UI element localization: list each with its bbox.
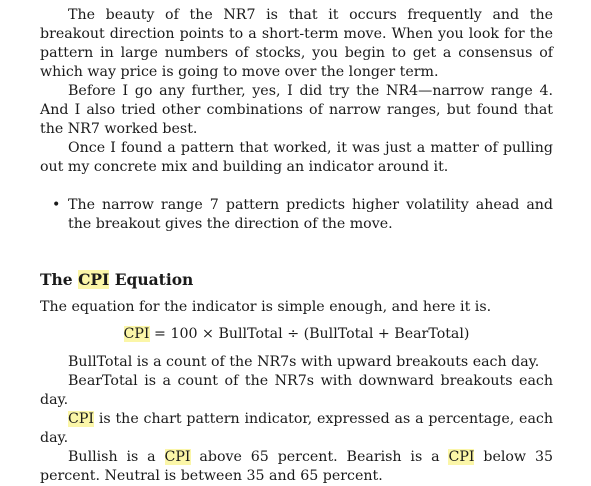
document-page — [40, 6, 553, 486]
paragraph-nr7-beauty: The beauty of the NR7 is that it occurs frequently and the breakout direction points to a short-term move. When you look for the pattern in large numbers of stocks, you begin to get a consensus of which way price is going to move over the longer term. — [40, 7, 553, 80]
equation-cpi-highlight: CPI — [123, 326, 150, 342]
heading-prefix: The — [40, 270, 79, 289]
definition-cpi-highlight: CPI — [68, 411, 95, 427]
definition-cpi — [40, 410, 553, 448]
bullet-point — [40, 196, 553, 234]
thresholds-text-c: below 35 percent. Neutral is between 35 and 65 percent. — [40, 449, 553, 484]
paragraph-nr4-tried: Before I go any further, yes, I did try the NR4—narrow range 4. And I also tried other combinations of narrow ranges, but found that the NR7 worked best. — [40, 83, 553, 137]
definition-bulltotal: BullTotal is a count of the NR7s with upward breakouts each day. — [68, 354, 540, 370]
equation-intro: The equation for the indicator is simple enough, and here it is. — [40, 299, 492, 315]
definition-thresholds — [40, 448, 553, 486]
thresholds-cpi-highlight-2: CPI — [448, 449, 475, 465]
definition-cpi-text: is the chart pattern indicator, expressed as a percentage, each day. — [40, 411, 553, 446]
heading-cpi-highlight: CPI — [78, 270, 110, 289]
heading-suffix: Equation — [109, 270, 194, 289]
cpi-equation — [40, 325, 553, 344]
equation-formula: = 100 × BullTotal ÷ (BullTotal + BearTotal) — [149, 326, 470, 342]
thresholds-text-a: Bullish is a — [68, 449, 165, 465]
definition-beartotal: BearTotal is a count of the NR7s with downward breakouts each day. — [40, 373, 553, 408]
bullet-text: The narrow range 7 pattern predicts higher volatility ahead and the breakout gives the direction of the move. — [68, 197, 553, 232]
paragraph-concrete-mix: Once I found a pattern that worked, it was just a matter of pulling out my concrete mix and building an indicator around it. — [40, 140, 553, 175]
section-heading — [40, 270, 553, 289]
thresholds-cpi-highlight-1: CPI — [164, 449, 191, 465]
bullet-icon: • — [52, 197, 61, 213]
thresholds-text-b: above 65 percent. Bearish is a — [190, 449, 449, 465]
